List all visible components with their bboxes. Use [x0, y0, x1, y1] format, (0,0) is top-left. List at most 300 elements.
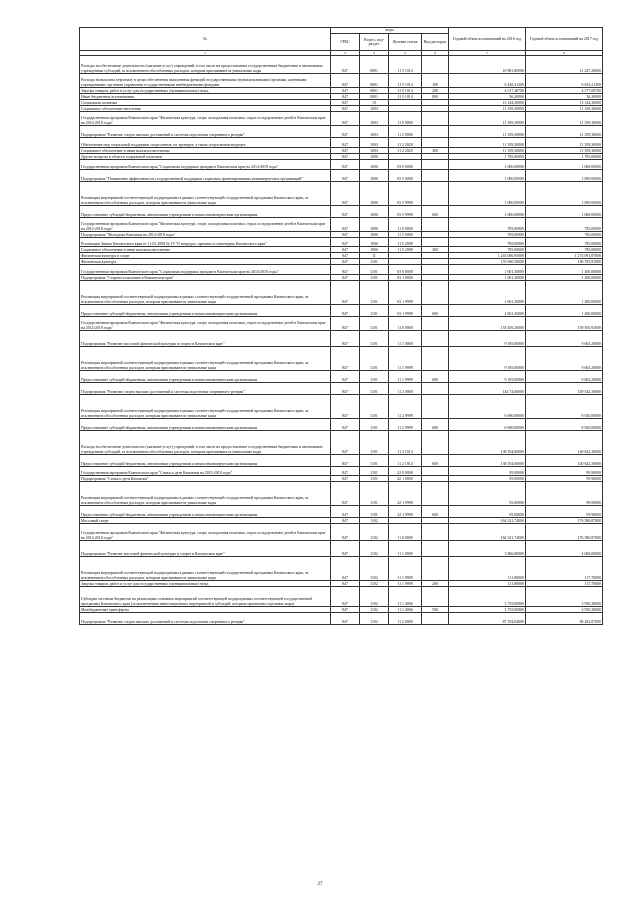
row-section: 1102 — [360, 581, 389, 587]
column-number: 1 — [80, 51, 331, 56]
table-row — [80, 305, 603, 317]
row-name: Субсидии местным бюджетам на реализацию основных мероприятий соответствующей подпрограммы соответствующей государственной программы Камчатского края (за исключением инвестиционных мероприятий и субсидий, которым присвоены отдельные коды) — [80, 587, 331, 607]
table-row — [80, 482, 603, 506]
row-target-article: 11 5 0000 — [389, 232, 422, 238]
row-grbs: 847 — [331, 94, 360, 100]
row-expense-type — [422, 170, 449, 182]
row-amount-2017: 176 580,87000 — [526, 524, 603, 541]
table-row — [80, 138, 603, 148]
row-amount-2017: 11 359,30000 — [526, 138, 603, 148]
header-section: Раздел, под-раздел — [360, 34, 389, 51]
row-target-article: 11 5 2008 — [389, 238, 422, 247]
row-target-article: 11 5 1014 — [389, 94, 422, 100]
table-row — [80, 182, 603, 206]
row-grbs: 847 — [331, 247, 360, 253]
row-section: 1101 — [360, 331, 389, 347]
budget-sheet — [79, 27, 602, 625]
row-section: 1101 — [360, 467, 389, 476]
row-amount-2017: 785,00000 — [526, 232, 603, 238]
row-expense-type: 300 — [422, 247, 449, 253]
row-expense-type: 200 — [422, 581, 449, 587]
row-amount-2016: 87 194,04000 — [449, 613, 526, 625]
row-name: Государственная программа Камчатского края "Физическая культура, спорт, молодежная политика, отдых и оздоровление детей в Камчатском крае на 2014-2018 годы" — [80, 218, 331, 232]
row-grbs: 847 — [331, 182, 360, 206]
row-amount-2016: 785,00000 — [449, 218, 526, 232]
row-amount-2017: 1 000,00000 — [526, 170, 603, 182]
row-name: Предоставление субсидий бюджетным, автономным учреждениям и иным некоммерческим организациям — [80, 371, 331, 383]
row-amount-2017: 117,70000 — [526, 581, 603, 587]
row-amount-2016: 1 785,00000 — [449, 154, 526, 160]
row-name: Закупка товаров, работ и услуг для государственных (муниципальных) нужд — [80, 581, 331, 587]
row-expense-type — [422, 467, 449, 476]
row-grbs: 847 — [331, 112, 360, 126]
row-grbs: 847 — [331, 281, 360, 305]
row-target-article: 11 0 0000 — [389, 524, 422, 541]
row-name: Предоставление субсидий бюджетным, автономным учреждениям и иным некоммерческим организациям — [80, 419, 331, 431]
row-grbs: 847 — [331, 253, 360, 259]
row-target-article: 03 0 0000 — [389, 160, 422, 170]
row-amount-2016: 9 185,00000 — [449, 331, 526, 347]
row-grbs: 847 — [331, 581, 360, 587]
row-grbs: 847 — [331, 524, 360, 541]
row-target-article: 11 0 0000 — [389, 112, 422, 126]
row-section: 1101 — [360, 275, 389, 281]
row-expense-type — [422, 238, 449, 247]
row-name: Массовый спорт — [80, 518, 331, 524]
row-section: 1101 — [360, 305, 389, 317]
row-grbs: 847 — [331, 371, 360, 383]
table-row — [80, 524, 603, 541]
row-amount-2016: 6 428,31200 — [449, 74, 526, 88]
header-year-2016: Годовой объем ассигнований на 2016 год — [449, 28, 526, 51]
row-name: Подпрограмма "Развитие спорта высших достижений и системы подготовки спортивного резерва" — [80, 126, 331, 138]
row-expense-type — [422, 56, 449, 74]
row-section: 1006 — [360, 160, 389, 170]
row-amount-2016: 6 690,00000 — [449, 395, 526, 419]
row-target-article: 11 1 9999 — [389, 347, 422, 371]
row-amount-2017: 1 200,00000 — [526, 265, 603, 275]
row-grbs: 847 — [331, 74, 360, 88]
row-section: 1003 — [360, 106, 389, 112]
table-row — [80, 265, 603, 275]
header-year-2017: Годовой объем ассигнований на 2017 год — [526, 28, 603, 51]
column-number: 3 — [331, 51, 360, 56]
row-amount-2017: 99,90000 — [526, 467, 603, 476]
row-name: Обеспечение мер социальной поддержки спортсменов, их тренеров, а также спортсменов-ведущих — [80, 138, 331, 148]
row-amount-2016: 144 74,66000 — [449, 383, 526, 395]
row-amount-2017: 11 359,30000 — [526, 126, 603, 138]
row-expense-type — [422, 541, 449, 557]
row-expense-type — [422, 557, 449, 581]
row-target-article: 03 5 0000 — [389, 170, 422, 182]
row-section: 1003 — [360, 148, 389, 154]
row-name: Подпрограмма "Развитие массовой физической культуры и спорта в Камчатском крае" — [80, 331, 331, 347]
row-section: 1101 — [360, 383, 389, 395]
row-amount-2016: 153 459,26000 — [449, 317, 526, 331]
row-section: 1102 — [360, 607, 389, 613]
row-grbs: 847 — [331, 557, 360, 581]
row-amount-2016: 11 359,30000 — [449, 106, 526, 112]
row-name: Иные бюджетные ассигнования — [80, 94, 331, 100]
row-target-article: 11 2 2029 — [389, 148, 422, 154]
row-section: 0801 — [360, 74, 389, 88]
row-amount-2016: 155 060,56000 — [449, 259, 526, 265]
column-number: 7 — [449, 51, 526, 56]
row-expense-type — [422, 112, 449, 126]
row-section: 10 — [360, 100, 389, 106]
row-name: Расходы на выплаты персоналу в целях обеспечения выполнения функций государственными (муниципальными) органами, казенными учреждениями, органами управления государственными внебюджетными фондами — [80, 74, 331, 88]
row-amount-2016: 785,00000 — [449, 247, 526, 253]
row-expense-type — [422, 218, 449, 232]
row-amount-2017: 11 359,30000 — [526, 106, 603, 112]
row-name: Предоставление субсидий бюджетным, автономным учреждениям и иным некоммерческим организациям — [80, 455, 331, 467]
row-section: 1102 — [360, 518, 389, 524]
row-section: 1101 — [360, 419, 389, 431]
header-grbs: ГРБС — [331, 34, 360, 51]
row-target-article: 03 1 9999 — [389, 281, 422, 305]
header-expense-type: Вид расходов — [422, 34, 449, 51]
row-name: Физическая культура и спорт — [80, 253, 331, 259]
row-grbs: 847 — [331, 265, 360, 275]
row-name: Социальное обеспечение и иные выплаты населению — [80, 148, 331, 154]
row-target-article: 03 5 9999 — [389, 206, 422, 218]
table-row — [80, 467, 603, 476]
row-expense-type: 800 — [422, 94, 449, 100]
row-expense-type — [422, 138, 449, 148]
row-amount-2016: 95,00000 — [449, 482, 526, 506]
row-name: Предоставление субсидий бюджетным, автономным учреждениям и иным некоммерческим организациям — [80, 206, 331, 218]
table-row — [80, 74, 603, 88]
row-grbs: 847 — [331, 476, 360, 482]
row-amount-2017: 99,90000 — [526, 482, 603, 506]
budget-table — [79, 27, 603, 625]
row-name: Закупка товаров, работ и услуг для государственных (муниципальных) нужд — [80, 88, 331, 94]
row-amount-2017: 13 144,30000 — [526, 100, 603, 106]
row-section: 1102 — [360, 541, 389, 557]
row-grbs: 847 — [331, 170, 360, 182]
row-expense-type — [422, 317, 449, 331]
row-name: Реализация мероприятий соответствующей подпрограммы в рамках соответствующей государственной программы Камчатского края, за исключением обособленных расходов, которым присваиваются уникальные коды — [80, 347, 331, 371]
row-target-article: 11 2 1014 — [389, 431, 422, 455]
row-section: 1101 — [360, 482, 389, 506]
row-amount-2016: 111,80000 — [449, 581, 526, 587]
row-section: 1006 — [360, 247, 389, 253]
row-amount-2017: 6 633,31300 — [526, 74, 603, 88]
row-section: 0801 — [360, 88, 389, 94]
row-amount-2017: 3 950,30000 — [526, 607, 603, 613]
row-grbs: 847 — [331, 232, 360, 238]
row-amount-2016: 11 359,30000 — [449, 112, 526, 126]
row-expense-type: 600 — [422, 419, 449, 431]
row-grbs: 847 — [331, 305, 360, 317]
row-amount-2016: 164 321,74000 — [449, 524, 526, 541]
row-amount-2017: 3 950,30000 — [526, 587, 603, 607]
row-expense-type: 100 — [422, 74, 449, 88]
row-target-article: 11 2 1014 — [389, 455, 422, 467]
row-grbs: 847 — [331, 347, 360, 371]
row-name: Реализация мероприятий соответствующей подпрограммы в рамках соответствующей государственной программы Камчатского края, за исключением обособленных расходов, которым присваиваются уникальные коды — [80, 482, 331, 506]
table-row — [80, 541, 603, 557]
row-name: Подпрограмма "Развитие массовой физической культуры и спорта в Камчатском крае" — [80, 541, 331, 557]
row-section: 1101 — [360, 431, 389, 455]
row-amount-2017: 1 000,00000 — [526, 160, 603, 170]
row-grbs: 847 — [331, 587, 360, 607]
row-expense-type — [422, 331, 449, 347]
row-expense-type — [422, 160, 449, 170]
row-amount-2016: 785,00000 — [449, 232, 526, 238]
row-name: Физическая культура — [80, 259, 331, 265]
row-name: Реализация мероприятий соответствующей подпрограммы в рамках соответствующей государственной программы Камчатского края, за исключением обособленных расходов, которым присваиваются уникальные коды — [80, 182, 331, 206]
row-grbs: 847 — [331, 419, 360, 431]
row-name: Реализация мероприятий соответствующей подпрограммы в рамках соответствующей государственной программы Камчатского края, за исключением обособленных расходов, которым присваиваются уникальные коды — [80, 395, 331, 419]
row-name: Подпрограмма "Молодежь Камчатки на 2014-2018 годы" — [80, 232, 331, 238]
row-amount-2017: 785,00000 — [526, 238, 603, 247]
row-section: 1101 — [360, 506, 389, 518]
row-amount-2016: 3 755,00000 — [449, 607, 526, 613]
row-target-article: 03 0 0000 — [389, 265, 422, 275]
row-name: Социальное обеспечение населения — [80, 106, 331, 112]
row-grbs: 847 — [331, 88, 360, 94]
table-row — [80, 218, 603, 232]
row-expense-type — [422, 383, 449, 395]
row-amount-2016: 1 000,00000 — [449, 182, 526, 206]
row-amount-2016: 1 000,00000 — [449, 206, 526, 218]
row-grbs: 847 — [331, 518, 360, 524]
row-amount-2017: 1 000,00000 — [526, 182, 603, 206]
row-expense-type — [422, 347, 449, 371]
table-row — [80, 557, 603, 581]
row-section: 1101 — [360, 347, 389, 371]
row-amount-2017: 99,90000 — [526, 506, 603, 518]
row-section: 1003 — [360, 138, 389, 148]
row-section: 1006 — [360, 206, 389, 218]
row-grbs: 847 — [331, 206, 360, 218]
table-row — [80, 613, 603, 625]
row-section: 1101 — [360, 281, 389, 305]
table-row — [80, 238, 603, 247]
row-amount-2017: 1 785,00000 — [526, 154, 603, 160]
row-section: 11 — [360, 253, 389, 259]
row-grbs: 847 — [331, 482, 360, 506]
row-name: Реализация мероприятий соответствующей подпрограммы в рамках соответствующей государственной программы Камчатского края, за исключением обособленных расходов, которым присваиваются уникальные коды — [80, 281, 331, 305]
row-amount-2017: 11 359,30000 — [526, 148, 603, 154]
row-grbs: 847 — [331, 275, 360, 281]
row-grbs: 847 — [331, 331, 360, 347]
row-expense-type — [422, 265, 449, 275]
row-name: Межбюджетные трансферты — [80, 607, 331, 613]
row-amount-2017: 149 542,36000 — [526, 383, 603, 395]
row-section: 1101 — [360, 265, 389, 275]
row-name: Подпрограмма "Развитие спорта высших достижений и системы подготовки спортивного резерва" — [80, 383, 331, 395]
table-row — [80, 419, 603, 431]
row-expense-type — [422, 281, 449, 305]
row-amount-2016: 11 359,30000 — [449, 138, 526, 148]
table-row — [80, 587, 603, 607]
row-grbs: 847 — [331, 259, 360, 265]
row-grbs: 847 — [331, 317, 360, 331]
row-target-article: 11 1 0000 — [389, 331, 422, 347]
row-expense-type: 600 — [422, 455, 449, 467]
row-name: Государственная программа Камчатского края "Социальная поддержка граждан в Камчатском крае на 2014-2018 годы" — [80, 265, 331, 275]
row-grbs: 847 — [331, 455, 360, 467]
table-row — [80, 112, 603, 126]
row-name: Предоставление субсидий бюджетным, автономным учреждениям и иным некоммерческим организациям — [80, 506, 331, 518]
row-target-article: 03 1 0000 — [389, 275, 422, 281]
row-target-article: 22 1 9999 — [389, 482, 422, 506]
header-target-article: Целевая статья — [389, 34, 422, 51]
row-amount-2016: 11 359,30000 — [449, 148, 526, 154]
row-target-article: 22 0 0000 — [389, 467, 422, 476]
row-amount-2017: 8 920,00000 — [526, 419, 603, 431]
row-grbs: 847 — [331, 238, 360, 247]
row-amount-2017: 9 663,20000 — [526, 331, 603, 347]
row-name: Социальная политика — [80, 100, 331, 106]
row-name: Государственная программа Камчатского края "Физическая культура, спорт, молодежная политика, отдых и оздоровление детей в Камчатском крае на 2014-2018 годы" — [80, 524, 331, 541]
row-target-article: 11 5 1014 — [389, 56, 422, 74]
row-section: 1102 — [360, 557, 389, 581]
row-expense-type — [422, 482, 449, 506]
table-row — [80, 160, 603, 170]
row-target-article: 03 1 9999 — [389, 305, 422, 317]
row-expense-type: 600 — [422, 305, 449, 317]
row-section: 1006 — [360, 238, 389, 247]
row-target-article: 11 5 1014 — [389, 88, 422, 94]
row-target-article: 11 2 2029 — [389, 138, 422, 148]
table-row — [80, 347, 603, 371]
header-codes-group: коды — [331, 28, 449, 34]
row-amount-2016: 3 866,80000 — [449, 541, 526, 557]
row-grbs: 847 — [331, 148, 360, 154]
row-grbs: 847 — [331, 506, 360, 518]
row-section: 1101 — [360, 317, 389, 331]
row-amount-2016: 6 690,00000 — [449, 419, 526, 431]
row-grbs: 847 — [331, 431, 360, 455]
row-amount-2017: 9 663,20000 — [526, 371, 603, 383]
row-amount-2017: 9 663,20000 — [526, 347, 603, 371]
row-section: 1101 — [360, 371, 389, 383]
row-amount-2016: 164 321,74000 — [449, 518, 526, 524]
row-amount-2017: 8 920,00000 — [526, 395, 603, 419]
row-name: Другие вопросы в области социальной политики — [80, 154, 331, 160]
row-amount-2016: 9 185,00000 — [449, 371, 526, 383]
row-section: 1006 — [360, 182, 389, 206]
row-target-article: 11 2 0000 — [389, 383, 422, 395]
row-section: 1003 — [360, 126, 389, 138]
row-grbs: 847 — [331, 106, 360, 112]
row-target-article: 11 2 9999 — [389, 395, 422, 419]
row-target-article: 11 5 1014 — [389, 74, 422, 88]
row-name: Подпрограмма "Повышение эффективности государственной поддержки социально ориентированных некоммерческих организаций" — [80, 170, 331, 182]
row-grbs: 847 — [331, 467, 360, 476]
row-section: 1006 — [360, 218, 389, 232]
row-grbs: 847 — [331, 100, 360, 106]
row-target-article: 11 2 9999 — [389, 419, 422, 431]
row-name: Подпрограмма "Старшее поколение в Камчатском крае" — [80, 275, 331, 281]
row-amount-2016: 1 000,00000 — [449, 170, 526, 182]
row-target-article: 11 2 0000 — [389, 126, 422, 138]
row-name: Предоставление субсидий бюджетным, автономным учреждениям и иным некоммерческим организациям — [80, 305, 331, 317]
row-target-article: 11 1 9999 — [389, 557, 422, 581]
row-target-article: 11 0 0000 — [389, 317, 422, 331]
row-expense-type: 500 — [422, 607, 449, 613]
row-amount-2016: 13 144,30000 — [449, 100, 526, 106]
row-amount-2016: 3 755,00000 — [449, 587, 526, 607]
row-target-article: 11 1 9999 — [389, 581, 422, 587]
row-grbs: 847 — [331, 56, 360, 74]
row-target-article: 11 2 0000 — [389, 613, 422, 625]
row-target-article: 11 5 2008 — [389, 247, 422, 253]
row-amount-2017: 96 282,87000 — [526, 613, 603, 625]
row-amount-2017: 785,00000 — [526, 218, 603, 232]
table-row — [80, 317, 603, 331]
row-name: Государственная программа Камчатского края "Социальная поддержка граждан в Камчатском крае на 2014-2018 годы" — [80, 160, 331, 170]
row-name: Расходы на обеспечение деятельности (оказание услуг) учреждений, в том числе на предоставление государственным бюджетным и автономным учреждениям субсидий, за исключением обособленных расходов, которым присваиваются уникальные коды — [80, 431, 331, 455]
row-grbs: 847 — [331, 160, 360, 170]
row-amount-2017: 160 705,91000 — [526, 259, 603, 265]
row-section: 1006 — [360, 154, 389, 160]
row-grbs: 847 — [331, 613, 360, 625]
row-amount-2016: 95,00000 — [449, 467, 526, 476]
row-amount-2017: 36,20000 — [526, 94, 603, 100]
row-amount-2017: 4 068,00000 — [526, 541, 603, 557]
row-name: Государственная программа Камчатского края "Физическая культура, спорт, молодежная политика, отдых и оздоровление детей в Камчатском крае на 2014-2018 годы" — [80, 112, 331, 126]
table-row — [80, 170, 603, 182]
row-target-article: 11 1 4006 — [389, 587, 422, 607]
row-amount-2017: 4 577,68700 — [526, 88, 603, 94]
column-number: 6 — [422, 51, 449, 56]
table-row — [80, 395, 603, 419]
row-amount-2016: 1 000,00000 — [449, 160, 526, 170]
row-amount-2016: 1 601,30000 — [449, 305, 526, 317]
row-name: Государственная программа Камчатского края "Семья и дети Камчатки на 2015-2018 годы" — [80, 467, 331, 476]
table-row — [80, 455, 603, 467]
row-target-article: 11 1 9999 — [389, 371, 422, 383]
row-amount-2017: 1 200,00000 — [526, 281, 603, 305]
row-expense-type — [422, 587, 449, 607]
row-amount-2017: 159 505,91000 — [526, 317, 603, 331]
row-expense-type — [422, 431, 449, 455]
row-section: 1006 — [360, 232, 389, 238]
row-amount-2016: 95,00000 — [449, 506, 526, 518]
row-amount-2016: 111,80000 — [449, 557, 526, 581]
row-amount-2016: 10 981,80000 — [449, 56, 526, 74]
row-amount-2017: 1 274 091,87000 — [526, 253, 603, 259]
row-name: Реализация Закона Камчатского края от 11.03.2008 № 19 "О наградах, премиях и стипендиях Камчатского края" — [80, 238, 331, 247]
row-amount-2017: 99,90000 — [526, 476, 603, 482]
row-grbs: 847 — [331, 383, 360, 395]
row-expense-type: 300 — [422, 148, 449, 154]
row-amount-2016: 1 243 000,95000 — [449, 253, 526, 259]
row-amount-2016: 1 601,30000 — [449, 281, 526, 305]
row-expense-type: 200 — [422, 88, 449, 94]
row-amount-2017: 117,70000 — [526, 557, 603, 581]
row-name: Государственная программа Камчатского края "Физическая культура, спорт, молодежная политика, отдых и оздоровление детей в Камчатском крае на 2014-2018 годы" — [80, 317, 331, 331]
row-amount-2016: 95,00000 — [449, 476, 526, 482]
table-body — [80, 56, 603, 625]
row-amount-2016: 1 601,30000 — [449, 265, 526, 275]
row-amount-2017: 1 200,00000 — [526, 305, 603, 317]
row-expense-type — [422, 524, 449, 541]
row-amount-2017: 140 622,36000 — [526, 455, 603, 467]
column-number: 5 — [389, 51, 422, 56]
row-name: Расходы на обеспечение деятельности (оказание услуг) учреждений, в том числе на предоставление государственным бюджетным и автономным учреждениям субсидий, за исключением обособленных расходов, которым присваиваются уникальные коды — [80, 56, 331, 74]
row-amount-2016: 1 601,30000 — [449, 275, 526, 281]
row-grbs: 847 — [331, 607, 360, 613]
row-target-article: 11 1 0000 — [389, 541, 422, 557]
row-expense-type — [422, 613, 449, 625]
row-amount-2017: 1 000,00000 — [526, 206, 603, 218]
row-grbs: 847 — [331, 126, 360, 138]
